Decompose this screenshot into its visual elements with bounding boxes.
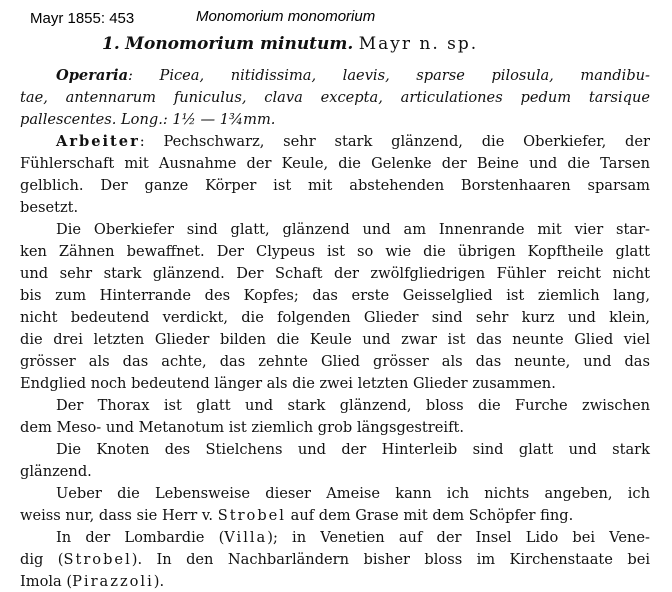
latin-line-3: pallescentes. Long.: 1½ — 1¾mm.: [20, 111, 276, 128]
worker-line-3: gelblich. Der ganze Körper ist mit abstehenden Borstenhaaren sparsam: [20, 177, 650, 194]
latin-line-1: Operaria: Picea, nitidissima, laevis, sparse pilosula, mandibu-: [56, 67, 650, 84]
title-number: 1.: [102, 34, 120, 54]
p6-line-2: dig (Strobel). In den Nachbarländern bisher bloss im Kirchenstaate bei: [20, 551, 651, 568]
title-author: Mayr n. sp.: [358, 34, 479, 54]
p6-line-3: Imola (Pirazzoli).: [20, 573, 165, 590]
worker-line-4: besetzt.: [20, 199, 79, 216]
p5-line-1: Ueber die Lebensweise dieser Ameise kann ich nichts angeben, ich: [56, 485, 650, 502]
p2-line-2: ken Zähnen bewaffnet. Der Clypeus ist so wie die übrigen Kopftheile glatt: [20, 243, 650, 260]
collector-name: Pirazzoli: [72, 573, 154, 590]
species-heading: Monomorium monomorium: [196, 8, 376, 25]
species-title: [102, 34, 642, 54]
p5-line-2: weiss nur, dass sie Herr v. Strobel auf dem Grase mit dem Schöpfer fing.: [20, 507, 574, 524]
worker-line-2: Fühlerschaft mit Ausnahme der Keule, die Gelenke der Beine und die Tarsen: [20, 155, 650, 172]
p4-line-1: Die Knoten des Stielchens und der Hinterleib sind glatt und stark: [56, 441, 650, 458]
p6-line-1: In der Lombardie (Villa); in Venetien auf der Insel Lido bei Vene-: [56, 529, 650, 546]
worker-label: Arbeiter: [56, 133, 140, 150]
p2-line-5: nicht bedeutend verdickt, die folgenden Glieder sind sehr kurz und klein,: [20, 309, 650, 326]
latin-label: Operaria: [56, 67, 129, 84]
p2-line-7: grösser als das achte, das zehnte Glied grösser als das neunte, und das: [20, 353, 650, 370]
p2-line-3: und sehr stark glänzend. Der Schaft der zwölfgliedrigen Fühler reicht nicht: [20, 265, 650, 282]
worker-line-1: Arbeiter: Pechschwarz, sehr stark glänzend, die Oberkiefer, der: [56, 133, 650, 150]
collector-name: Villa: [224, 529, 268, 546]
collector-name: Strobel: [63, 551, 132, 568]
p2-line-6: die drei letzten Glieder bilden die Keule und zwar ist das neunte Glied viel: [20, 331, 650, 348]
page-header: [8, 8, 664, 28]
p2-line-8: Endglied noch bedeutend länger als die zwei letzten Glieder zusammen.: [20, 375, 556, 392]
title-name: Monomorium minutum.: [125, 34, 354, 54]
p3-line-1: Der Thorax ist glatt und stark glänzend, bloss die Furche zwischen: [56, 397, 650, 414]
p4-line-2: glänzend.: [20, 463, 92, 480]
p3-line-2: dem Meso- und Metanotum ist ziemlich grob längsgestreift.: [20, 419, 464, 436]
p2-line-1: Die Oberkiefer sind glatt, glänzend und am Innenrande mit vier star-: [56, 221, 650, 238]
collector-name: Strobel: [217, 507, 286, 524]
p2-line-4: bis zum Hinterrande des Kopfes; das erste Geisselglied ist ziemlich lang,: [20, 287, 650, 304]
latin-line-2: tae, antennarum funiculus, clava excepta, articulationes pedum tarsique: [20, 89, 650, 106]
citation-reference: Mayr 1855: 453: [30, 10, 135, 27]
